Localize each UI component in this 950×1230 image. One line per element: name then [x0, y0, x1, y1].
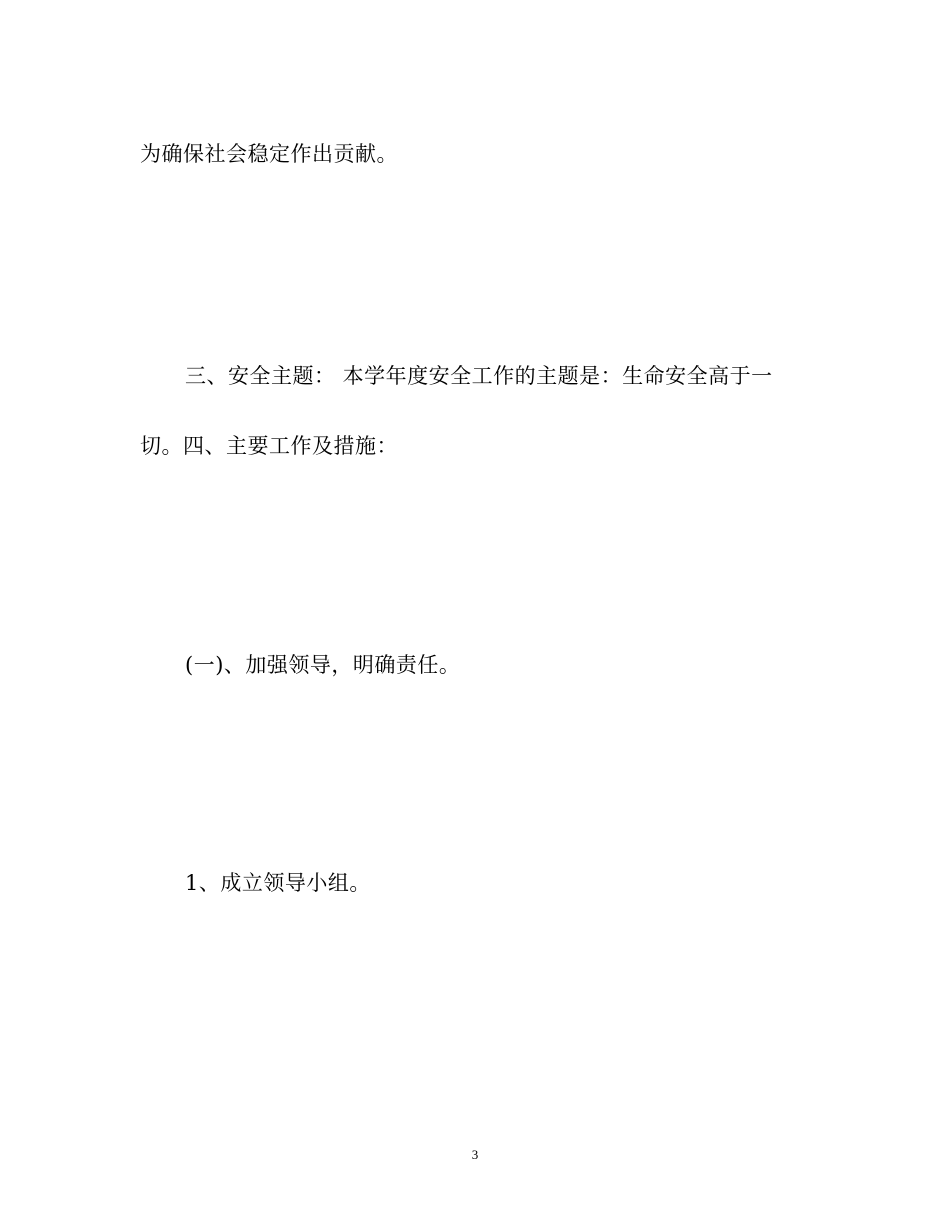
section-three-heading-line: 三、安全主题： 本学年度安全工作的主题是：生命安全高于一 [185, 364, 773, 388]
subsection-heading: (一)、加强领导，明确责任。 [185, 653, 461, 677]
section-four-heading-line: 切。四、主要工作及措施： [140, 434, 398, 458]
list-item-1: 1、成立领导小组。 [185, 871, 371, 895]
page-number: 3 [471, 1147, 479, 1162]
paragraph-line-1: 为确保社会稳定作出贡献。 [140, 142, 398, 166]
